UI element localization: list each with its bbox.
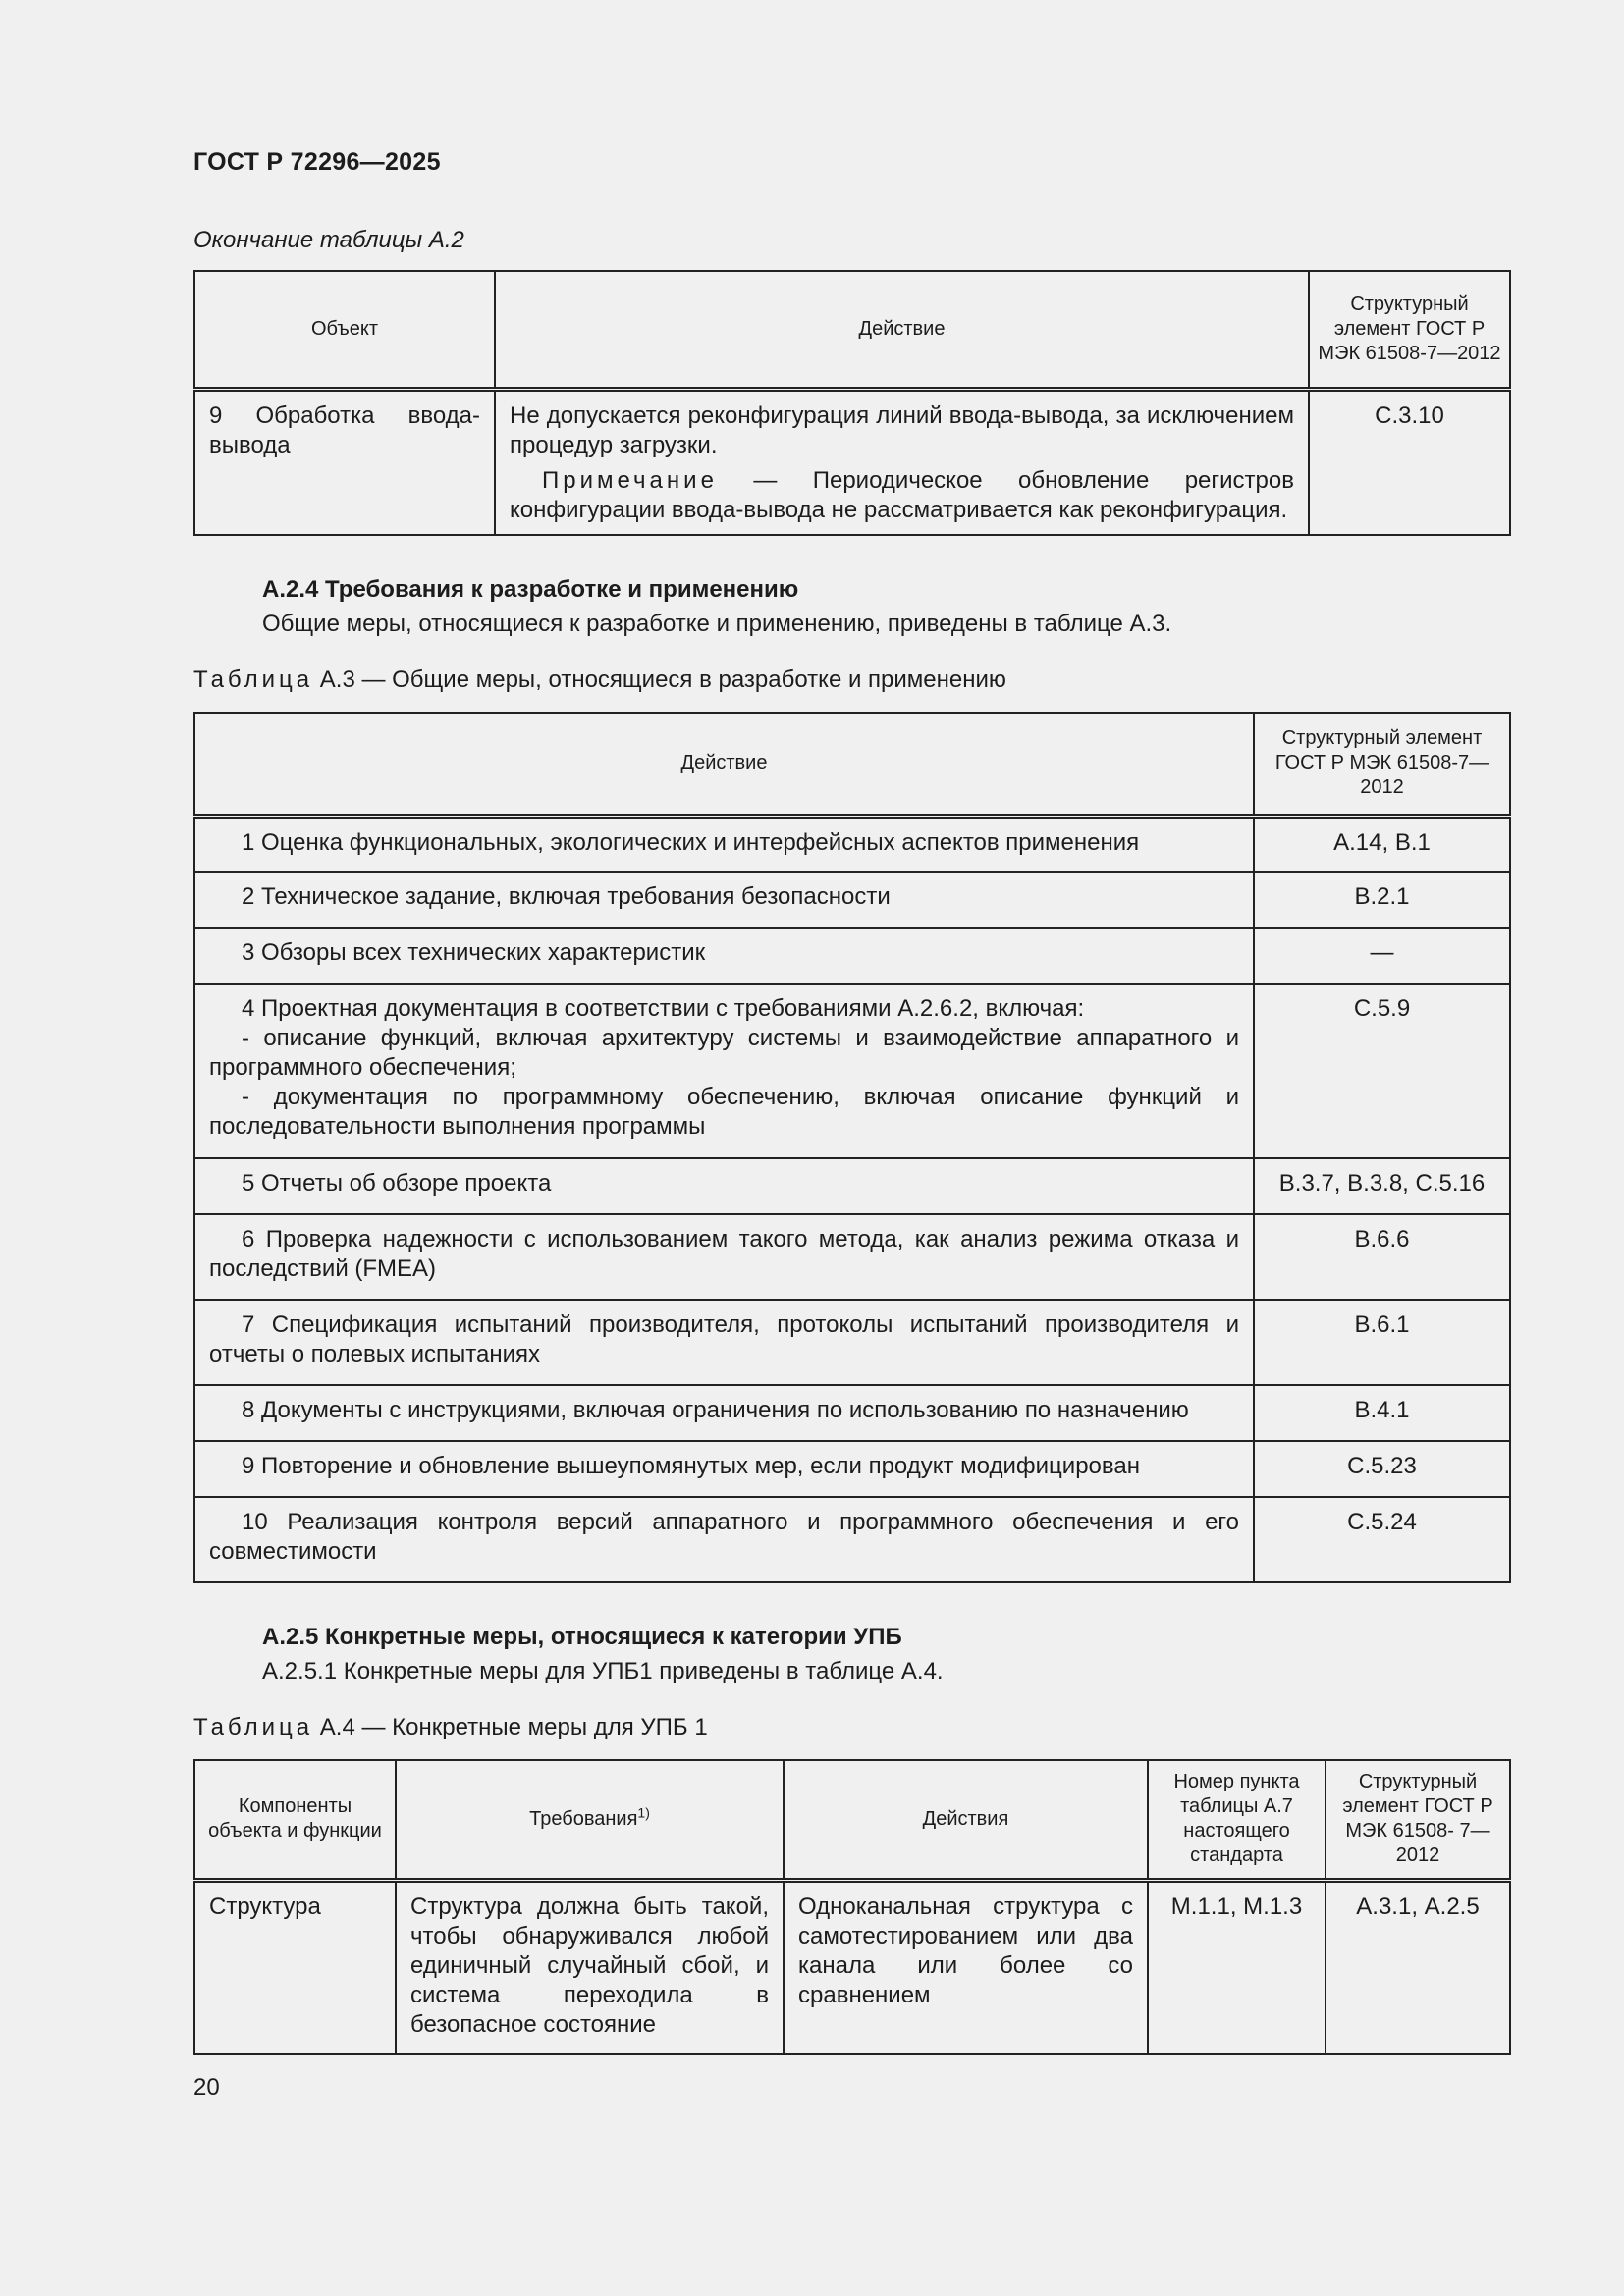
table-a3-row4-line2: - описание функций, включая архитектуру системы и взаимодействие аппаратного и программного обеспечения; xyxy=(209,1025,1239,1081)
table-a4-col-actions: Действия xyxy=(784,1760,1148,1880)
table-a2-ref-cell: С.3.10 xyxy=(1309,389,1510,535)
table-row xyxy=(194,1441,1510,1497)
note-text: — Периодическое обновление регистров конфигурации ввода-вывода не рассматривается как реконфигурация. xyxy=(510,466,1294,523)
table-a4-caption-label: Таблица xyxy=(193,1714,314,1740)
table-row xyxy=(194,928,1510,984)
table-a3-action-cell: 10 Реализация контроля версий аппаратного и программного обеспечения и его совместимости xyxy=(194,1497,1254,1582)
table-a3-ref-cell: — xyxy=(1254,928,1510,984)
table-a4-col-item: Номер пункта таблицы А.7 настоящего стандарта xyxy=(1148,1760,1326,1880)
note-label: Примечание xyxy=(542,466,718,494)
table-row xyxy=(194,1300,1510,1385)
table-a4-col-ref: Структурный элемент ГОСТ Р МЭК 61508- 7—2012 xyxy=(1326,1760,1510,1880)
table-a3-ref-cell: С.5.23 xyxy=(1254,1441,1510,1497)
table-a4-caption xyxy=(193,1714,708,1741)
page-number: 20 xyxy=(193,2074,220,2101)
table-a2-continuation-caption: Окончание таблицы А.2 xyxy=(193,227,464,253)
table-a3-ref-cell: А.14, В.1 xyxy=(1254,816,1510,872)
table-a3-ref-cell: В.2.1 xyxy=(1254,872,1510,928)
table-a4 xyxy=(193,1759,1511,2055)
table-row xyxy=(194,1214,1510,1300)
table-a2 xyxy=(193,270,1511,536)
section-a24-text: Общие меры, относящиеся к разработке и применению, приведены в таблице А.3. xyxy=(262,611,1172,637)
table-a3-action-cell: 7 Спецификация испытаний производителя, протоколы испытаний производителя и отчеты о полевых испытаниях xyxy=(194,1300,1254,1385)
table-row xyxy=(194,872,1510,928)
table-a2-header-row xyxy=(194,271,1510,389)
table-a4-requirement-cell: Структура должна быть такой, чтобы обнаруживался любой единичный случайный сбой, и система переходила в безопасное состояние xyxy=(396,1880,784,2054)
table-a3-ref-cell: В.6.6 xyxy=(1254,1214,1510,1300)
table-a3-action-cell: 5 Отчеты об обзоре проекта xyxy=(194,1158,1254,1214)
table-a4-header-row xyxy=(194,1760,1510,1880)
table-a3-action-cell: 6 Проверка надежности с использованием такого метода, как анализ режима отказа и последствий (FMEA) xyxy=(194,1214,1254,1300)
table-row xyxy=(194,1385,1510,1441)
table-a4-col-component: Компоненты объекта и функции xyxy=(194,1760,396,1880)
table-a3-ref-cell: В.6.1 xyxy=(1254,1300,1510,1385)
table-a3-action-cell: 9 Повторение и обновление вышеупомянутых мер, если продукт модифицирован xyxy=(194,1441,1254,1497)
table-row xyxy=(194,816,1510,872)
table-a3-col-ref: Структурный элемент ГОСТ Р МЭК 61508-7—2012 xyxy=(1254,713,1510,816)
table-a2-action-text: Не допускается реконфигурация линий ввода-вывода, за исключением процедур загрузки. xyxy=(510,401,1294,458)
table-a3-caption xyxy=(193,667,1006,694)
table-row xyxy=(194,1497,1510,1582)
requirements-label: Требования xyxy=(529,1807,638,1830)
table-a3-ref-cell: В.3.7, В.3.8, С.5.16 xyxy=(1254,1158,1510,1214)
section-a24-title: А.2.4 Требования к разработке и применению xyxy=(262,576,799,603)
table-a4-ref-cell: А.3.1, А.2.5 xyxy=(1326,1880,1510,2054)
table-a3-row4-line3: - документация по программному обеспечению, включая описание функций и последовательности выполнения программы xyxy=(209,1084,1239,1140)
section-a25-title: А.2.5 Конкретные меры, относящиеся к категории УПБ xyxy=(262,1624,902,1650)
section-a25-text: А.2.5.1 Конкретные меры для УПБ1 приведены в таблице А.4. xyxy=(262,1658,944,1684)
table-a3-header-row xyxy=(194,713,1510,816)
table-a3-action-cell: 1 Оценка функциональных, экологических и интерфейсных аспектов применения xyxy=(194,816,1254,872)
table-a3-caption-text: А.3 — Общие меры, относящиеся в разработке и применению xyxy=(313,667,1006,693)
table-a3-ref-cell: В.4.1 xyxy=(1254,1385,1510,1441)
footnote-marker: 1) xyxy=(637,1804,650,1821)
table-a2-object-cell: 9 Обработка ввода-вывода xyxy=(194,389,495,535)
table-a4-caption-text: А.4 — Конкретные меры для УПБ 1 xyxy=(313,1714,708,1740)
table-a2-col-ref: Структурный элемент ГОСТ Р МЭК 61508-7—2012 xyxy=(1309,271,1510,389)
table-a4-action-cell: Одноканальная структура с самотестированием или два канала или более со сравнением xyxy=(784,1880,1148,2054)
table-a3-ref-cell: С.5.24 xyxy=(1254,1497,1510,1582)
document-header: ГОСТ Р 72296—2025 xyxy=(193,148,441,176)
table-a2-action-cell xyxy=(495,389,1309,535)
table-a3-caption-label: Таблица xyxy=(193,667,314,693)
table-a3-action-cell xyxy=(194,984,1254,1158)
table-row xyxy=(194,1158,1510,1214)
table-a3-col-action: Действие xyxy=(194,713,1254,816)
table-a3 xyxy=(193,712,1511,1583)
table-a3-action-cell: 8 Документы с инструкциями, включая ограничения по использованию по назначению xyxy=(194,1385,1254,1441)
table-a4-item-cell: М.1.1, М.1.3 xyxy=(1148,1880,1326,2054)
table-a3-ref-cell: С.5.9 xyxy=(1254,984,1510,1158)
table-a2-col-object: Объект xyxy=(194,271,495,389)
table-a2-col-action: Действие xyxy=(495,271,1309,389)
table-a3-action-cell: 2 Техническое задание, включая требования безопасности xyxy=(194,872,1254,928)
table-row xyxy=(194,984,1510,1158)
table-a3-action-cell: 3 Обзоры всех технических характеристик xyxy=(194,928,1254,984)
table-a4-col-requirements xyxy=(396,1760,784,1880)
table-a4-component-cell: Структура xyxy=(194,1880,396,2054)
table-a2-note xyxy=(510,466,1294,525)
table-row xyxy=(194,1880,1510,2054)
table-row xyxy=(194,389,1510,535)
table-a3-row4-line1: 4 Проектная документация в соответствии с требованиями А.2.6.2, включая: xyxy=(242,995,1085,1022)
